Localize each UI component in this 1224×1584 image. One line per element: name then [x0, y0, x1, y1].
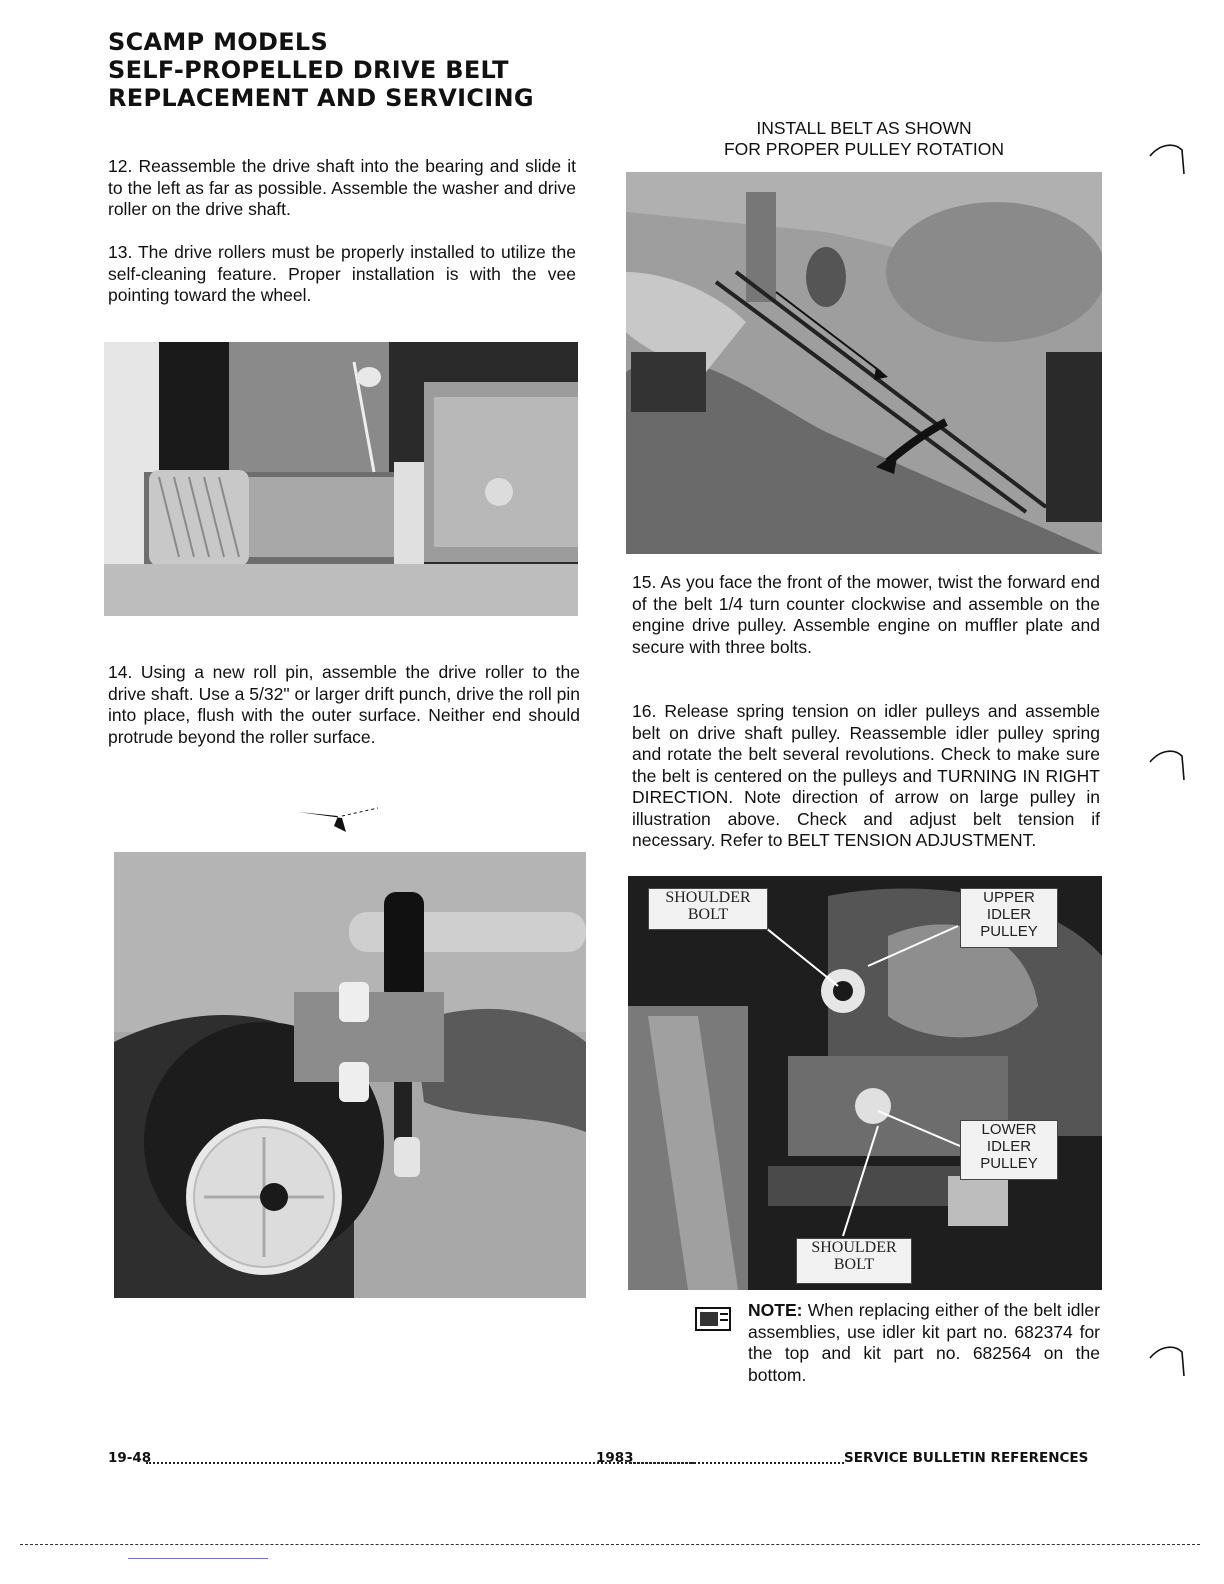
scan-rule [20, 1544, 1200, 1545]
note-text: When replacing either of the belt idler assemblies, use idler kit part no. 682374 for the top and kit part no. 682564 on the bottom. [748, 1300, 1100, 1385]
step-12: 12. Reassemble the drive shaft into the bearing and slide it to the left as far as possible. Assemble the washer and drive roller on the drive shaft. [108, 156, 576, 219]
belt-install-photo [626, 172, 1102, 554]
upper-idler-line-3: PULLEY [980, 923, 1038, 940]
drive-roller-illustration [104, 342, 578, 616]
step-14: 14. Using a new roll pin, assemble the drive roller to the drive shaft. Use a 5/32" or larger drift punch, drive the roll pin into place, flush with the outer surface. Neither end should protrude beyond the roller surface. [108, 662, 580, 747]
upper-idler-line-2: IDLER [986, 906, 1032, 923]
arrow-icon [298, 802, 382, 836]
scan-rule-blue [128, 1558, 268, 1559]
note-icon [694, 1304, 734, 1332]
binding-mark-icon [1146, 1344, 1188, 1380]
lower-idler-line-3: PULLEY [980, 1155, 1038, 1172]
shoulder-bolt-bottom-line-2: BOLT [833, 1256, 875, 1273]
binding-mark-icon [1146, 142, 1188, 178]
footer-leader-2 [630, 1462, 844, 1464]
shoulder-bolt-top-line-1: SHOULDER [665, 889, 751, 906]
roll-pin-illustration [114, 852, 586, 1298]
upper-idler-pulley-label [960, 888, 1058, 948]
caption-line-2: FOR PROPER PULLEY ROTATION [723, 139, 1005, 159]
shoulder-bolt-top-line-2: BOLT [687, 906, 729, 923]
footer-year: 1983 [596, 1450, 634, 1466]
page-title [108, 28, 534, 112]
footer-section: SERVICE BULLETIN REFERENCES [844, 1450, 1089, 1466]
lower-idler-line-2: IDLER [986, 1138, 1032, 1155]
page-footer [108, 1450, 1120, 1468]
lower-idler-pulley-label [960, 1120, 1058, 1180]
shoulder-bolt-label-top [648, 888, 768, 930]
step-13: 13. The drive rollers must be properly installed to utilize the self-cleaning feature. Proper installation is with the vee pointing toward the wheel. [108, 242, 576, 305]
drive-roller-photo [104, 342, 578, 616]
step-16: 16. Release spring tension on idler pulleys and assemble belt on drive shaft pulley. Reassemble idler pulley spring and rotate the belt several revolutions. Check to make sure the belt is centered on the pulleys and TURNING IN RIGHT DIRECTION. Note direction of arrow on large pulley in illustration above. Check and adjust belt tension if necessary. Refer to BELT TENSION ADJUSTMENT. [632, 701, 1100, 850]
page-number: 19-48 [108, 1450, 152, 1466]
shoulder-bolt-label-bottom [796, 1238, 912, 1284]
roll-pin-photo [114, 852, 586, 1298]
install-belt-caption [628, 118, 1100, 160]
title-line-1: SCAMP MODELS [108, 28, 329, 56]
belt-install-illustration [626, 172, 1102, 554]
title-line-3: REPLACEMENT AND SERVICING [108, 84, 534, 112]
lower-idler-line-1: LOWER [981, 1121, 1037, 1138]
step-15: 15. As you face the front of the mower, twist the forward end of the belt 1/4 turn counter clockwise and assemble on the engine drive pulley. Assemble engine on muffler plate and secure with three bolts. [632, 572, 1100, 657]
upper-idler-line-1: UPPER [983, 889, 1035, 906]
binding-mark-icon [1146, 748, 1188, 784]
title-line-2: SELF-PROPELLED DRIVE BELT [108, 56, 509, 84]
note-heading: NOTE: [748, 1300, 803, 1320]
caption-line-1: INSTALL BELT AS SHOWN [756, 118, 972, 138]
shoulder-bolt-bottom-line-1: SHOULDER [811, 1239, 897, 1256]
note-block [748, 1300, 1100, 1386]
